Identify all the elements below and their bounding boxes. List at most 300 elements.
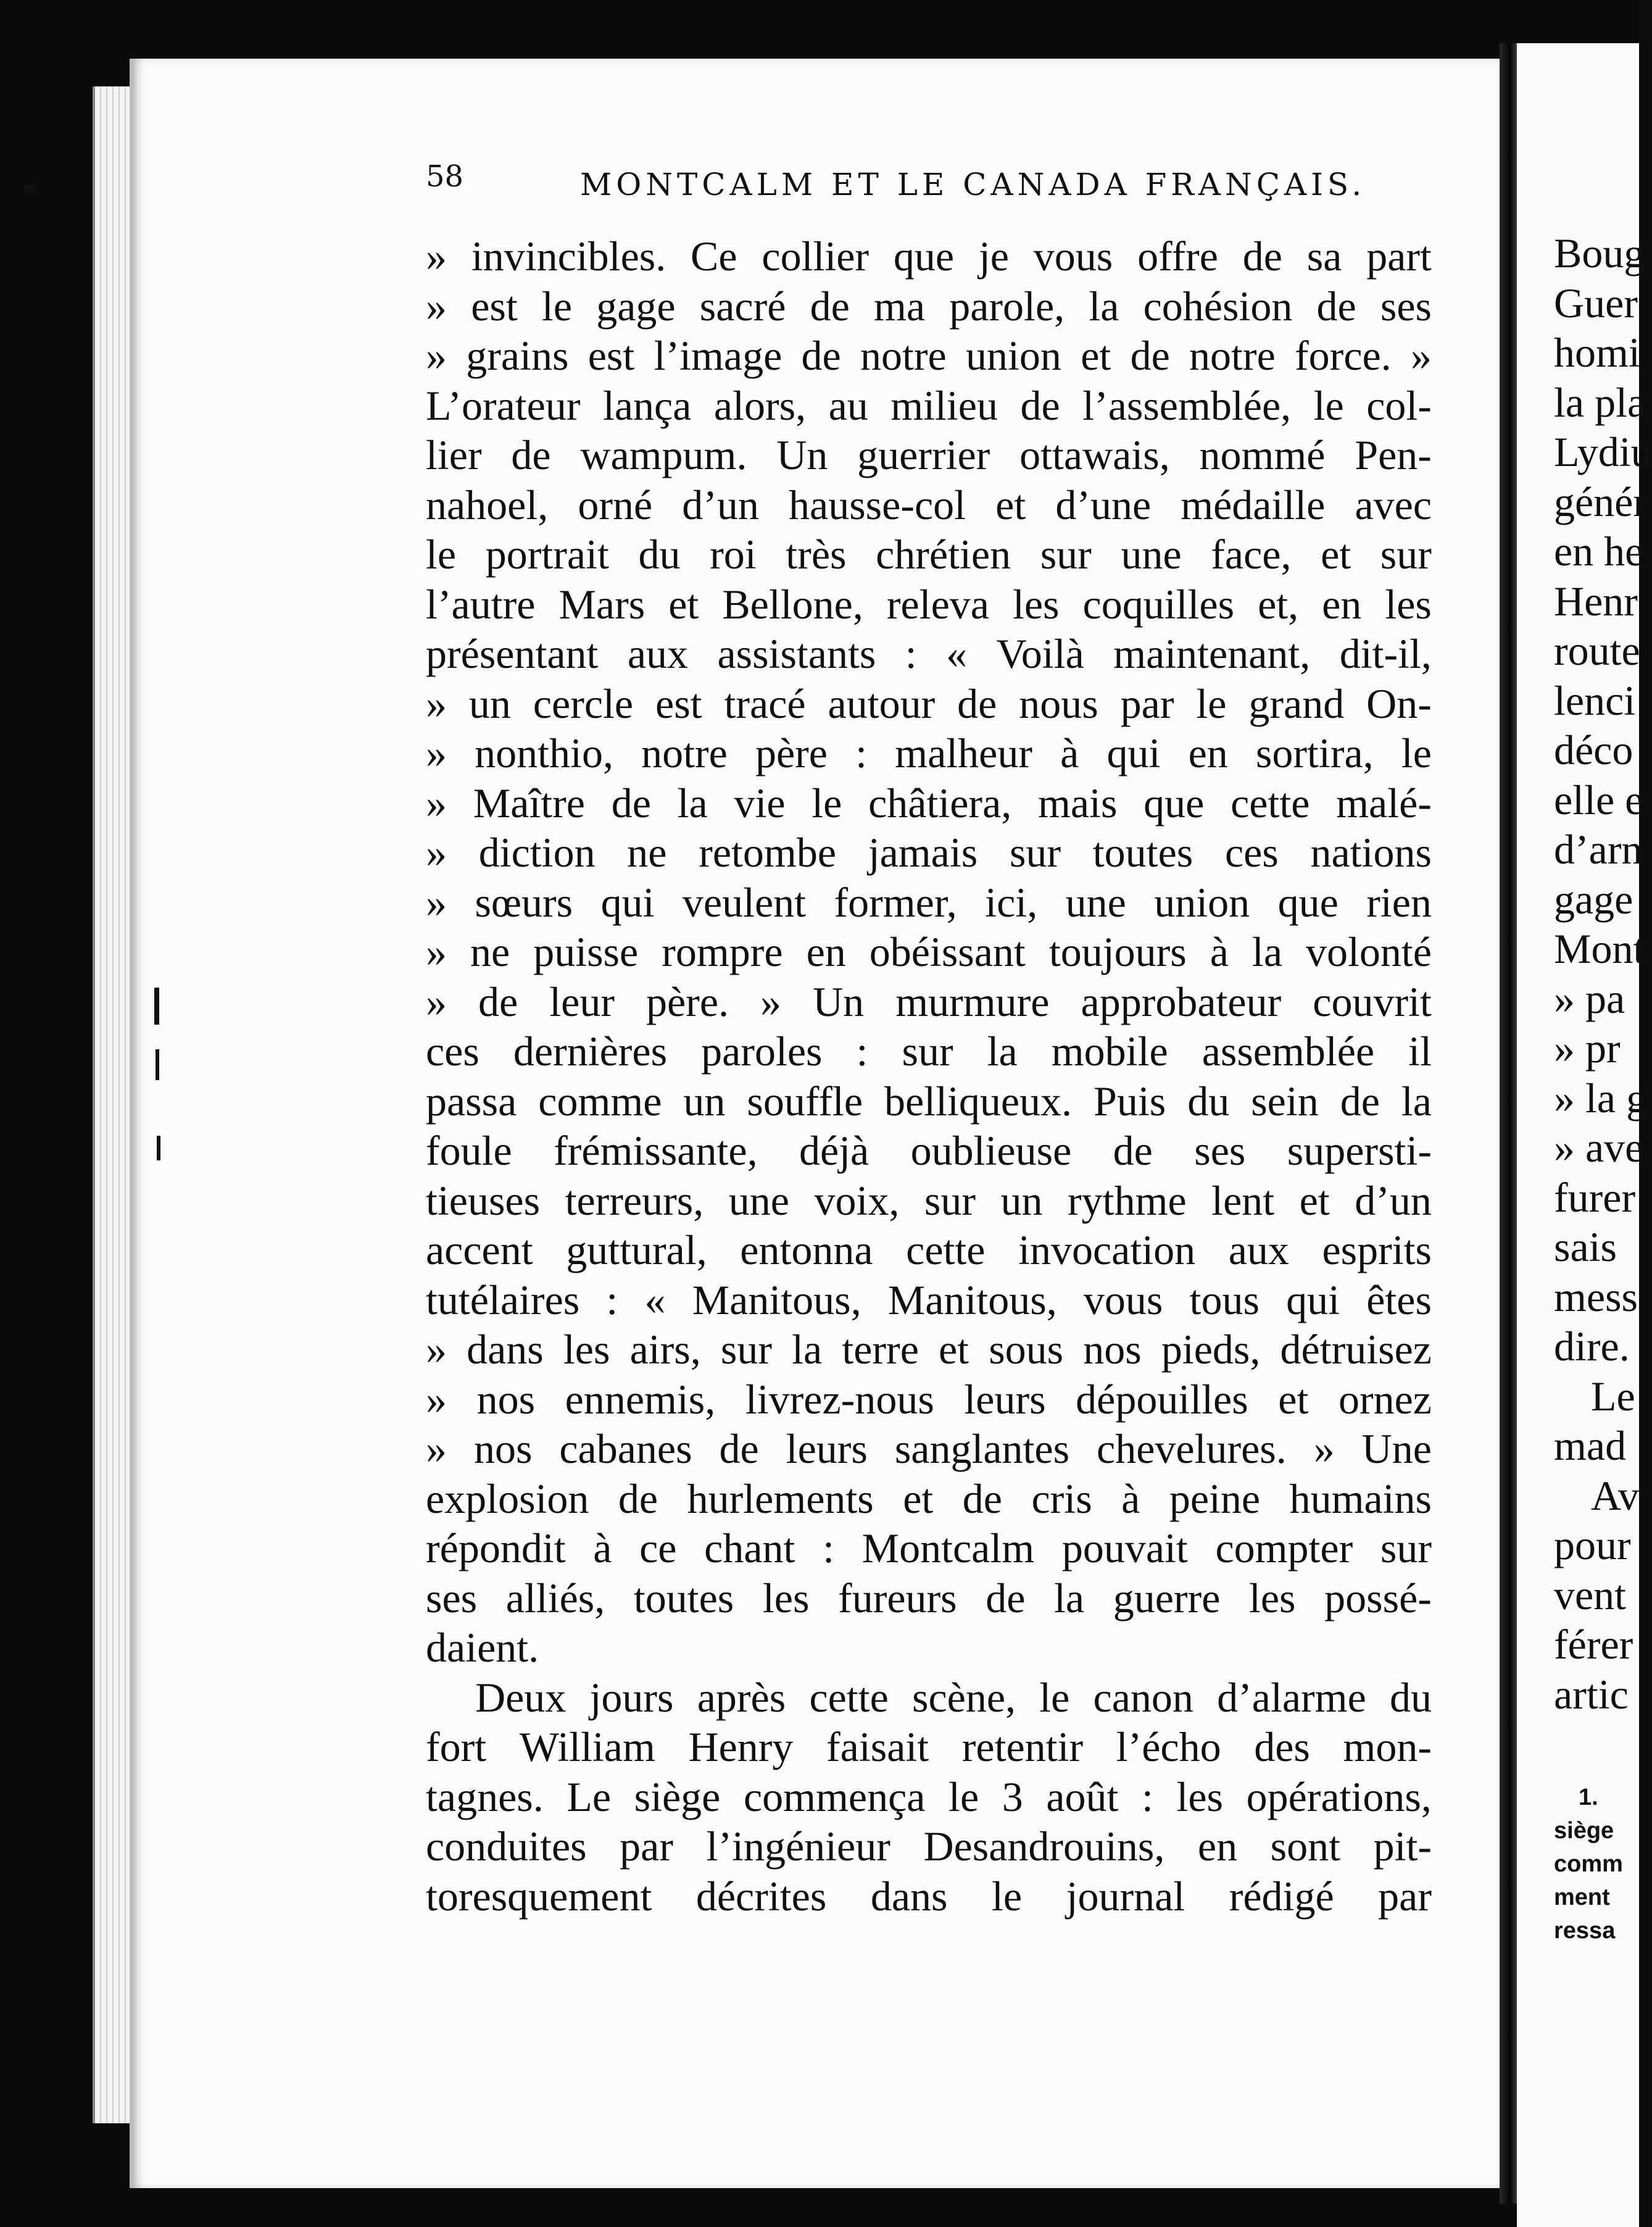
- word: ici,: [985, 878, 1038, 926]
- word: puisse: [533, 928, 639, 975]
- word: que: [893, 233, 955, 280]
- text-line-content: [426, 1076, 1432, 1126]
- word: êtes: [1366, 1276, 1432, 1323]
- word: Deux: [475, 1673, 567, 1721]
- word: rien: [1366, 878, 1432, 926]
- word: qui: [600, 878, 655, 926]
- word: foule: [426, 1127, 512, 1174]
- word: nommé: [1199, 431, 1326, 478]
- right-text-line: mess: [1554, 1273, 1638, 1320]
- text-line: [426, 629, 1432, 679]
- text-line: [426, 1821, 1432, 1871]
- word: et,: [1258, 580, 1299, 628]
- word: :: [856, 1028, 868, 1075]
- word: scène,: [912, 1673, 1016, 1721]
- word: cris: [1031, 1475, 1092, 1522]
- word: et: [1321, 531, 1351, 578]
- text-line-content: [426, 1375, 1432, 1425]
- text-line-content: [426, 1474, 1432, 1524]
- book-gutter: [1500, 43, 1517, 2204]
- word: peine: [1169, 1475, 1261, 1522]
- word: par: [1120, 680, 1174, 727]
- word: nonthio,: [475, 730, 613, 776]
- word: journal: [1066, 1872, 1185, 1920]
- text-line-content: [426, 1871, 1432, 1921]
- word: former,: [834, 878, 957, 926]
- word: en: [1322, 580, 1362, 628]
- word: alors,: [713, 381, 807, 429]
- word: août: [1046, 1773, 1119, 1820]
- word: l’image: [654, 332, 782, 379]
- right-page-text: [1554, 228, 1652, 1719]
- word: de: [478, 978, 518, 1025]
- word: le: [426, 531, 457, 578]
- text-line-content: [426, 1722, 1432, 1772]
- word: »: [426, 1375, 447, 1423]
- text-line: [426, 1076, 1432, 1126]
- text-line: [426, 1474, 1432, 1524]
- right-text-line: Mont: [1554, 925, 1645, 972]
- word: guttural,: [566, 1226, 707, 1273]
- text-line-content: [426, 381, 1432, 431]
- word: Voilà: [996, 630, 1084, 677]
- word: le: [1196, 680, 1227, 727]
- word: Henry: [688, 1723, 794, 1770]
- word: par: [1378, 1872, 1432, 1920]
- text-line-content: [426, 331, 1432, 381]
- word: les: [762, 1574, 810, 1621]
- word: médaille: [1181, 481, 1326, 528]
- word: fort: [426, 1723, 487, 1770]
- word: et: [939, 1326, 969, 1373]
- word: Un: [813, 978, 865, 1025]
- word: nahoel,: [426, 481, 549, 528]
- word: alliés,: [505, 1574, 605, 1621]
- text-line-content: [426, 1523, 1432, 1573]
- right-text-line: la pla: [1554, 378, 1646, 426]
- word: notre: [1189, 332, 1276, 379]
- word: déjà: [799, 1127, 870, 1174]
- text-line-content: [426, 530, 1432, 580]
- word: de: [1020, 381, 1060, 429]
- word: la: [792, 1326, 823, 1373]
- word: Mars: [558, 580, 645, 628]
- word: notre: [641, 730, 728, 776]
- word: 3: [1002, 1773, 1023, 1820]
- text-line-content: [426, 1026, 1432, 1076]
- word: sur: [1380, 1525, 1432, 1571]
- word: et: [1081, 332, 1111, 379]
- word: et: [668, 580, 699, 628]
- word: assemblée: [1202, 1028, 1375, 1075]
- word: collier: [762, 233, 870, 280]
- text-line: [426, 530, 1432, 580]
- right-text-line: Lydiu: [1554, 428, 1652, 475]
- right-text-line: gage: [1554, 875, 1633, 923]
- text-line-content: [426, 231, 1432, 281]
- word: la: [987, 1028, 1018, 1075]
- word: Bellone,: [722, 580, 863, 628]
- word: le: [1313, 381, 1344, 429]
- word: nous: [1019, 680, 1098, 727]
- word: couvrit: [1313, 978, 1432, 1025]
- right-text-line: férer: [1554, 1621, 1633, 1668]
- word: toutes: [633, 1574, 734, 1621]
- word: nos: [1083, 1326, 1142, 1373]
- word: offre: [1137, 233, 1218, 280]
- word: décrites: [695, 1872, 827, 1920]
- word: faisait: [826, 1723, 929, 1770]
- text-line-content: [426, 1424, 1432, 1474]
- text-line-content: [426, 1275, 1432, 1325]
- text-line: [426, 778, 1432, 828]
- right-page-footnotes: [1554, 1781, 1623, 1947]
- word: sortira,: [1255, 730, 1374, 776]
- right-text-line: d’arn: [1554, 826, 1643, 873]
- word: il: [1408, 1028, 1432, 1075]
- text-line-content: [426, 1573, 1432, 1623]
- right-text-line: » pa: [1554, 975, 1625, 1022]
- word: »: [426, 332, 447, 379]
- text-line-content: [426, 1772, 1432, 1822]
- text-line: [426, 1623, 1432, 1673]
- word: col-: [1366, 381, 1432, 429]
- word: un: [468, 680, 511, 727]
- word: qui: [1106, 730, 1161, 776]
- word: une: [728, 1176, 789, 1224]
- text-line: [426, 1871, 1432, 1921]
- word: voix,: [814, 1176, 900, 1224]
- text-line-content: [426, 629, 1432, 679]
- word: Montcalm: [861, 1525, 1035, 1571]
- word: cette: [906, 1226, 986, 1273]
- word: que: [1277, 878, 1339, 926]
- word: paroles: [701, 1028, 823, 1075]
- word: à: [1060, 730, 1079, 776]
- word: obéissant: [869, 928, 1026, 975]
- word: les: [1012, 580, 1060, 628]
- word: le: [811, 779, 842, 826]
- word: Pen-: [1355, 431, 1432, 478]
- word: compter: [1215, 1525, 1353, 1571]
- word: ennemis,: [565, 1375, 716, 1423]
- word: en: [1188, 730, 1228, 776]
- right-text-line: » pr: [1554, 1025, 1621, 1072]
- word: »: [426, 978, 447, 1025]
- word: sont: [1270, 1823, 1341, 1870]
- text-line: [426, 728, 1432, 778]
- word: sacré: [699, 282, 786, 330]
- word: ottawais,: [1019, 431, 1170, 478]
- word: assistants: [717, 630, 876, 677]
- word: de: [611, 779, 651, 826]
- word: »: [426, 1425, 447, 1472]
- word: tracé: [724, 680, 806, 727]
- word: hurlements: [687, 1475, 874, 1522]
- word: »: [426, 928, 447, 975]
- word: la: [677, 779, 708, 826]
- word: esprits: [1322, 1226, 1432, 1273]
- word: parole,: [949, 282, 1065, 330]
- word: de: [1242, 233, 1282, 280]
- word: ne: [627, 829, 667, 876]
- right-text-line: déco: [1554, 726, 1633, 773]
- word: conduites: [426, 1823, 587, 1870]
- word: invocation: [1018, 1226, 1196, 1273]
- word: ces: [1224, 829, 1279, 876]
- word: :: [855, 730, 868, 776]
- word: leurs: [964, 1375, 1046, 1423]
- word: malheur: [895, 730, 1033, 776]
- word: la: [1089, 282, 1119, 330]
- word: chrétien: [876, 531, 1011, 578]
- word: les: [1176, 1773, 1224, 1820]
- word: cabanes: [559, 1425, 692, 1472]
- right-text-line: » ave: [1554, 1124, 1644, 1171]
- text-line: [426, 231, 1432, 281]
- word: sur: [720, 1326, 772, 1373]
- word: est: [655, 680, 702, 727]
- word: pit-: [1373, 1823, 1432, 1870]
- right-text-line: génér: [1554, 478, 1648, 525]
- text-line: [426, 1772, 1432, 1822]
- word: Une: [1361, 1425, 1432, 1472]
- word: pieds,: [1161, 1326, 1261, 1373]
- word: mais: [1037, 779, 1118, 826]
- word: aux: [1228, 1226, 1289, 1273]
- right-text-line: lenci: [1554, 676, 1636, 724]
- word: cohésion: [1143, 282, 1293, 330]
- right-text-line: Av: [1591, 1471, 1640, 1519]
- word: par: [620, 1823, 673, 1870]
- word: ce: [639, 1525, 677, 1571]
- right-text-line: Henr: [1554, 577, 1638, 625]
- word: vous: [1083, 1276, 1163, 1323]
- word: volonté: [1306, 928, 1432, 975]
- scan-speck: [157, 1136, 160, 1160]
- text-line-content: [426, 728, 1432, 778]
- word: du: [1389, 1673, 1432, 1721]
- text-line: [426, 1225, 1432, 1275]
- word: la: [1251, 928, 1282, 975]
- word: wampum.: [580, 431, 747, 478]
- right-text-line: » la g: [1554, 1074, 1648, 1122]
- word: du: [1187, 1077, 1230, 1125]
- text-line-content: [426, 778, 1432, 828]
- word: de: [1130, 332, 1170, 379]
- word: père.: [646, 978, 729, 1025]
- word: nos: [473, 1425, 533, 1472]
- word: hausse-col: [789, 481, 966, 528]
- word: toutes: [1092, 829, 1193, 876]
- text-line: [426, 679, 1432, 729]
- word: passa: [426, 1077, 517, 1125]
- word: au: [828, 381, 868, 429]
- right-text-line: en he: [1554, 528, 1644, 575]
- word: châtiera,: [868, 779, 1012, 826]
- word: rédigé: [1229, 1872, 1334, 1920]
- word: gage: [596, 282, 676, 330]
- right-text-line: Guer: [1554, 279, 1638, 327]
- word: sœurs: [475, 878, 573, 926]
- word: William: [519, 1723, 655, 1770]
- word: possé-: [1324, 1574, 1432, 1621]
- text-line: [426, 1673, 1432, 1723]
- word: d’une: [1055, 481, 1152, 528]
- word: de: [962, 1475, 1002, 1522]
- word: Desandrouins,: [923, 1823, 1165, 1870]
- word: en: [1197, 1823, 1238, 1870]
- word: approbateur: [1081, 978, 1282, 1025]
- word: »: [426, 233, 447, 280]
- text-line: [426, 430, 1432, 480]
- word: l’autre: [426, 580, 536, 628]
- word: veulent: [682, 878, 807, 926]
- word: répondit: [426, 1525, 566, 1571]
- word: terre: [842, 1326, 919, 1373]
- text-line-content: [475, 1673, 1432, 1723]
- word: milieu: [890, 381, 998, 429]
- text-line-content: [426, 281, 1432, 331]
- word: sur: [1040, 531, 1092, 578]
- word: Le: [567, 1773, 612, 1820]
- word: les: [1385, 580, 1432, 628]
- word: mobile: [1051, 1028, 1168, 1075]
- word: l’écho: [1116, 1723, 1221, 1770]
- word: tous: [1189, 1276, 1260, 1323]
- text-line: [426, 977, 1432, 1027]
- right-footnote-line: siège: [1554, 1818, 1614, 1844]
- word: à: [1121, 1475, 1140, 1522]
- text-line: [426, 1026, 1432, 1076]
- text-line-content: [426, 1126, 1432, 1176]
- word: ses: [1194, 1127, 1246, 1174]
- word: une: [1121, 531, 1182, 578]
- word: pouvait: [1061, 1525, 1188, 1571]
- word: comme: [538, 1077, 662, 1125]
- word: l’assemblée,: [1082, 381, 1292, 429]
- word: l’ingénieur: [706, 1823, 890, 1870]
- word: à: [593, 1525, 612, 1571]
- text-line: [426, 1424, 1432, 1474]
- word: à: [1210, 928, 1229, 975]
- word: après: [697, 1673, 786, 1721]
- word: lança: [602, 381, 692, 429]
- word: que: [1144, 779, 1205, 826]
- word: fureurs: [838, 1574, 957, 1621]
- word: grains: [466, 332, 569, 379]
- word: les: [1248, 1574, 1296, 1621]
- word: »: [1410, 332, 1432, 379]
- word: ma: [873, 282, 926, 330]
- word: je: [978, 233, 1009, 280]
- word: »: [760, 978, 782, 1025]
- word: cette: [809, 1673, 889, 1721]
- word: »: [426, 680, 447, 727]
- word: coquilles: [1082, 580, 1235, 628]
- word: dernières: [513, 1028, 668, 1075]
- word: orné: [578, 481, 653, 528]
- word: ornez: [1338, 1375, 1432, 1423]
- word: commença: [743, 1773, 926, 1820]
- text-line-content: [426, 1225, 1432, 1275]
- text-line: [426, 927, 1432, 977]
- word: chant: [704, 1525, 795, 1571]
- text-line: [426, 1573, 1432, 1623]
- text-line-content: [426, 1821, 1432, 1871]
- word: retombe: [699, 829, 836, 876]
- word: sous: [989, 1326, 1064, 1373]
- text-line: [426, 1722, 1432, 1772]
- text-line: [426, 480, 1432, 530]
- text-line-content: [426, 927, 1432, 977]
- word: chevelures.: [1097, 1425, 1287, 1472]
- word: un: [683, 1077, 726, 1125]
- word: explosion: [426, 1475, 589, 1522]
- text-line: [426, 331, 1432, 381]
- word: sa: [1306, 233, 1342, 280]
- word: guerrier: [857, 431, 990, 478]
- text-line-content: [426, 878, 1432, 928]
- word: le: [1039, 1673, 1070, 1721]
- right-text-line: sais: [1554, 1223, 1617, 1270]
- word: est: [587, 332, 635, 379]
- page-number: 58: [426, 159, 464, 194]
- word: de: [801, 332, 841, 379]
- right-page: [1517, 43, 1652, 2227]
- right-text-line: artic: [1554, 1670, 1629, 1718]
- word: livrez-nous: [745, 1375, 934, 1423]
- word: airs,: [629, 1326, 701, 1373]
- text-line-content: [426, 1325, 1432, 1375]
- text-line-content: [426, 580, 1432, 630]
- word: tutélaires: [426, 1276, 580, 1323]
- word: tieuses: [426, 1176, 541, 1224]
- text-line: [426, 1275, 1432, 1325]
- text-line: [426, 828, 1432, 878]
- word: dépouilles: [1076, 1375, 1248, 1423]
- word: »: [426, 878, 447, 926]
- text-line-content: daient.: [426, 1624, 539, 1671]
- word: mon-: [1343, 1723, 1432, 1770]
- word: détruisez: [1280, 1326, 1432, 1373]
- text-line: [426, 281, 1432, 331]
- word: très: [786, 531, 847, 578]
- right-text-line: mad: [1554, 1422, 1627, 1469]
- word: frémissante,: [554, 1127, 758, 1174]
- word: d’un: [1355, 1176, 1432, 1224]
- word: grand: [1248, 680, 1345, 727]
- word: cercle: [533, 680, 634, 727]
- word: présentant: [426, 630, 599, 677]
- word: dans: [870, 1872, 948, 1920]
- word: qui: [1286, 1276, 1340, 1323]
- word: rompre: [662, 928, 783, 975]
- word: belliqueux.: [884, 1077, 1073, 1125]
- word: Un: [776, 431, 828, 478]
- word: ne: [470, 928, 510, 975]
- word: union: [966, 332, 1061, 379]
- word: et: [995, 481, 1026, 528]
- word: et: [1299, 1176, 1330, 1224]
- word: tagnes.: [426, 1773, 544, 1820]
- word: Maître: [473, 779, 585, 826]
- word: On-: [1366, 680, 1432, 727]
- word: »: [426, 1326, 447, 1373]
- word: »: [1313, 1425, 1335, 1472]
- word: est: [471, 282, 518, 330]
- word: :: [823, 1525, 834, 1571]
